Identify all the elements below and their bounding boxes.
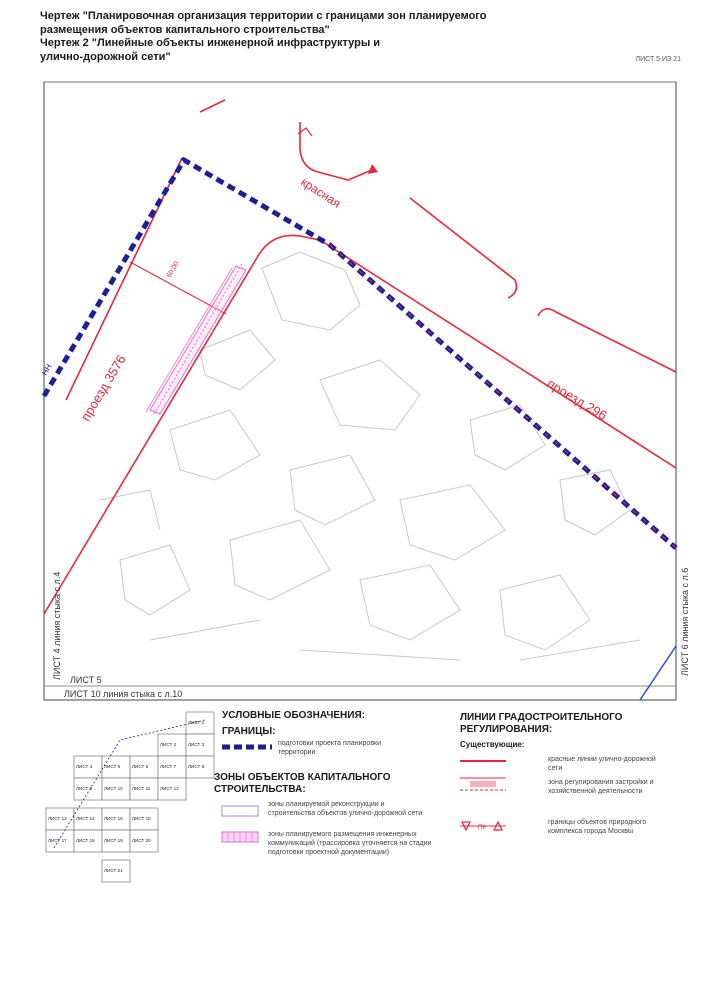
red-line-main bbox=[44, 235, 676, 614]
bottom-sheet-label: ЛИСТ 5 bbox=[70, 675, 102, 685]
legend-lines-title: ЛИНИИ ГРАДОСТРОИТЕЛЬНОГО РЕГУЛИРОВАНИЯ: bbox=[460, 712, 623, 735]
label-proezd-296: проезд 296 bbox=[544, 375, 610, 424]
grid-cell-19: ЛИСТ 19 bbox=[104, 838, 123, 843]
left-edge-label: ЛИСТ 4 линия стыка с л.4 bbox=[52, 571, 62, 680]
grid-cell-6: ЛИСТ 6 bbox=[132, 764, 149, 769]
label-nn: НН bbox=[39, 362, 54, 378]
legend-zone1-text: зоны планируемой реконструкции и строительства объектов улично-дорожной сети bbox=[268, 801, 423, 817]
right-edge-label: ЛИСТ 6 линия стыка с л.6 bbox=[680, 567, 690, 676]
legend-title: УСЛОВНЫЕ ОБОЗНАЧЕНИЯ: bbox=[222, 710, 365, 721]
grid-cell-1: ЛИСТ 1 bbox=[188, 720, 205, 725]
label-width: 60.00 bbox=[165, 260, 181, 280]
legend-zone1-symbol bbox=[222, 806, 258, 816]
grid-cell-13: ЛИСТ 13 bbox=[48, 816, 67, 821]
grid-cell-15: ЛИСТ 15 bbox=[104, 816, 123, 821]
legend-line2-text: зона регулирования застройки и хозяйственной деятельности bbox=[548, 779, 654, 795]
grid-cell-18: ЛИСТ 18 bbox=[76, 838, 95, 843]
title-line-2: размещения объектов капитального строительства" bbox=[40, 23, 330, 36]
red-line-north bbox=[410, 198, 516, 298]
legend-zones-title: ЗОНЫ ОБЪЕКТОВ КАПИТАЛЬНОГО СТРОИТЕЛЬСТВА: bbox=[214, 772, 391, 795]
grid-cell-10: ЛИСТ 10 bbox=[104, 786, 123, 791]
blue-line-bottom-right bbox=[640, 646, 676, 700]
grid-cell-20: ЛИСТ 20 bbox=[132, 838, 151, 843]
red-lines bbox=[44, 100, 676, 614]
grid-cell-3: ЛИСТ 3 bbox=[188, 742, 205, 747]
grid-cell-12: ЛИСТ 12 bbox=[160, 786, 179, 791]
title-line-4: улично-дорожной сети" bbox=[40, 50, 171, 63]
label-krasnaya: красная bbox=[298, 174, 344, 211]
grid-cell-14: ЛИСТ 14 bbox=[76, 816, 95, 821]
title-line-3: Чертеж 2 "Линейные объекты инженерной инфраструктуры и bbox=[40, 37, 381, 49]
legend-boundary-text: подготовки проекта планировки территории bbox=[278, 740, 382, 756]
legend-regulation-symbol bbox=[460, 778, 506, 790]
bottom-edge-label: ЛИСТ 10 линия стыка с л.10 bbox=[64, 689, 183, 699]
grid-cell-11: ЛИСТ 11 bbox=[132, 786, 151, 791]
legend-line3-text: границы объектов природного комплекса города Москвы bbox=[548, 819, 647, 835]
title-line-1: Чертеж "Планировочная организация территории с границами зон планируемого bbox=[40, 10, 487, 22]
grid-cell-21: ЛИСТ 21 bbox=[104, 868, 123, 873]
red-line-east bbox=[538, 309, 676, 372]
label-proezd-3576: проезд 3576 bbox=[77, 352, 129, 424]
red-line-krasnaya bbox=[300, 122, 372, 180]
legend-existing-title: Существующие: bbox=[460, 740, 525, 749]
grid-cell-17: ЛИСТ 17 bbox=[48, 838, 67, 843]
legend-line1-text: красные линии улично-дорожной сети bbox=[548, 756, 656, 772]
red-line-top-left bbox=[200, 100, 225, 112]
legend-nature-symbol bbox=[460, 822, 506, 831]
engineering-zone bbox=[150, 266, 246, 414]
grid-cell-7: ЛИСТ 7 bbox=[160, 764, 177, 769]
grid-cell-4: ЛИСТ 4 bbox=[76, 764, 93, 769]
sheet-number: ЛИСТ 5 ИЗ 21 bbox=[635, 56, 681, 63]
grid-cell-9: ЛИСТ 9 bbox=[76, 786, 93, 791]
planning-boundary bbox=[44, 160, 676, 548]
legend-zone2-text: зоны планируемого размещения инженерных коммуникаций (трассировка уточняется на стадии подготовки проектной документации) bbox=[268, 831, 432, 856]
legend-boundaries-title: ГРАНИЦЫ: bbox=[222, 726, 276, 737]
grid-cell-5: ЛИСТ 5 bbox=[104, 764, 121, 769]
grid-cell-16: ЛИСТ 16 bbox=[132, 816, 151, 821]
legend-nature-marker: ПК bbox=[478, 825, 486, 831]
grid-cell-8: ЛИСТ 8 bbox=[188, 764, 205, 769]
grid-cell-2: ЛИСТ 2 bbox=[160, 742, 177, 747]
